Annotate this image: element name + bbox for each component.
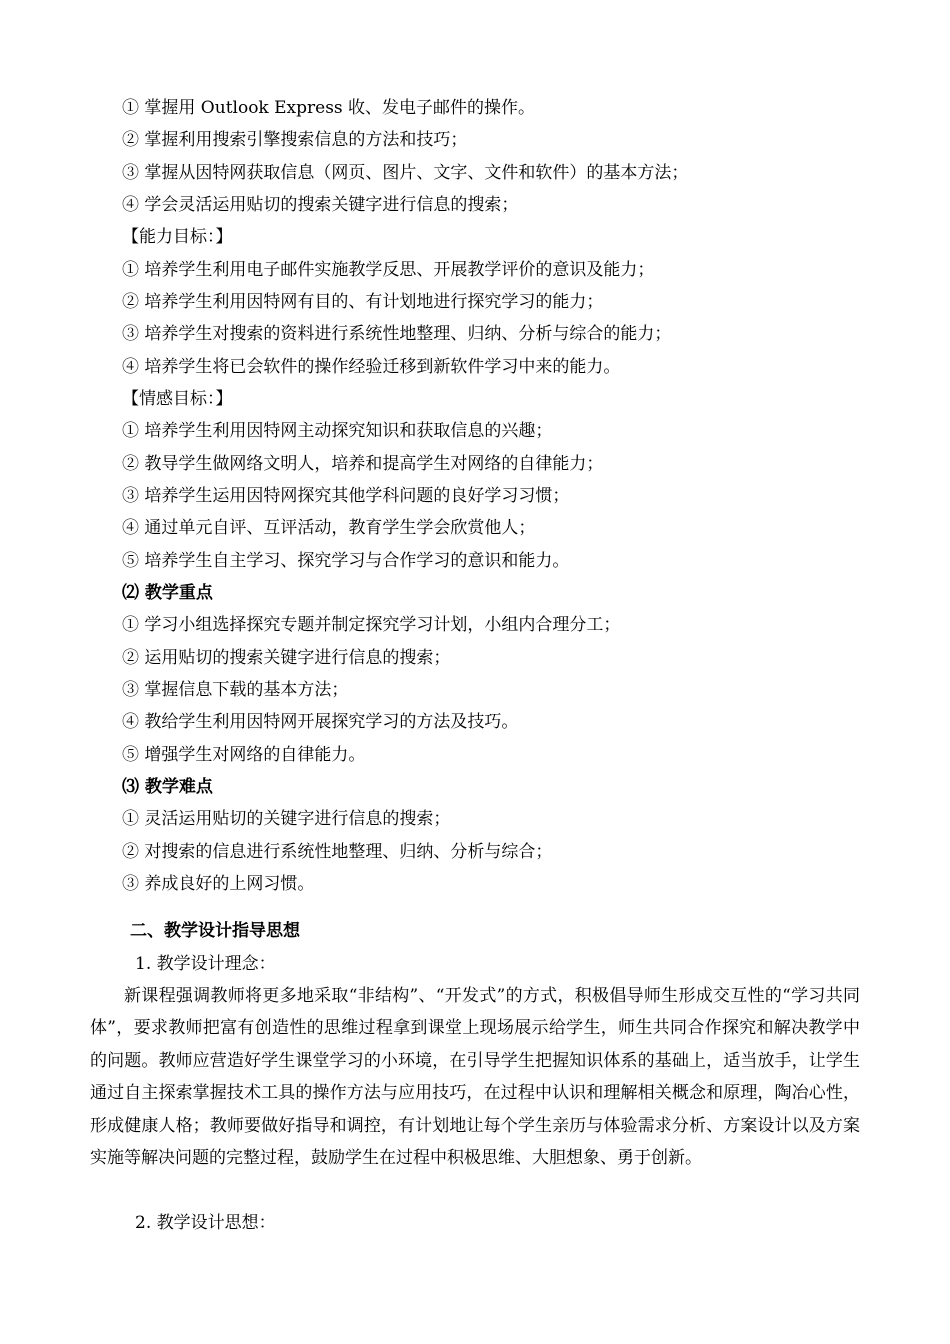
text-line: ③ 培养学生对搜索的资料进行系统性地整理、归纳、分析与综合的能力； xyxy=(122,324,672,344)
text-line: ① 培养学生利用因特网主动探究知识和获取信息的兴趣； xyxy=(122,421,553,441)
section-heading: 二、教学设计指导思想 xyxy=(130,921,300,941)
text-line: ③ 掌握信息下载的基本方法； xyxy=(122,680,349,700)
text-line: ② 教导学生做网络文明人，培养和提高学生对网络的自律能力； xyxy=(122,454,604,474)
body-paragraph: 新课程强调教师将更多地采取“非结构”、“开发式”的方式，积极倡导师生形成交互性的“学习共同体”，要求教师把富有创造性的思维过程拿到课堂上现场展示给学生，师生共同合作探究和解决教学中的问题。教师应营造好学生课堂学习的小环境，在引导学生把握知识体系的基础上，适当放手，让学生通过自主探索掌握技术工具的操作方法与应用技巧，在过程中认识和理解相关概念和原理，陶冶心性，形成健康人格；教师要做好指导和调控，有计划地让每个学生亲历与体验需求分析、方案设计以及方案实施等解决问题的完整过程，鼓励学生在过程中积极思维、大胆想象、勇于创新。 xyxy=(90,986,860,1169)
text-line: ④ 通过单元自评、互评活动，教育学生学会欣赏他人； xyxy=(122,518,536,538)
numbered-item: 2. 教学设计思想： xyxy=(135,1213,276,1233)
text-line: ⑤ 增强学生对网络的自律能力。 xyxy=(122,745,366,765)
text-line: ① 掌握用 Outlook Express 收、发电子邮件的操作。 xyxy=(122,98,536,118)
text-line: ④ 教给学生利用因特网开展探究学习的方法及技巧。 xyxy=(122,712,519,732)
numbered-item: 1. 教学设计理念： xyxy=(135,954,276,974)
text-line: ② 培养学生利用因特网有目的、有计划地进行探究学习的能力； xyxy=(122,292,604,312)
text-line: ② 掌握利用搜索引擎搜索信息的方法和技巧； xyxy=(122,130,468,150)
text-line: ② 对搜索的信息进行系统性地整理、归纳、分析与综合； xyxy=(122,842,553,862)
subheading: ⑵ 教学重点 xyxy=(122,583,213,603)
text-line: ③ 养成良好的上网习惯。 xyxy=(122,874,315,894)
text-line: ③ 培养学生运用因特网探究其他学科问题的良好学习习惯； xyxy=(122,486,570,506)
text-line: ④ 学会灵活运用贴切的搜索关键字进行信息的搜索； xyxy=(122,195,519,215)
text-line: ④ 培养学生将已会软件的操作经验迁移到新软件学习中来的能力。 xyxy=(122,357,621,377)
text-line: ① 学习小组选择探究专题并制定探究学习计划，小组内合理分工； xyxy=(122,615,621,635)
text-line: ② 运用贴切的搜索关键字进行信息的搜索； xyxy=(122,648,451,668)
section-label: 【能力目标：】 xyxy=(122,227,233,247)
text-line: ① 培养学生利用电子邮件实施教学反思、开展教学评价的意识及能力； xyxy=(122,260,655,280)
text-line: ① 灵活运用贴切的关键字进行信息的搜索； xyxy=(122,809,451,829)
subheading: ⑶ 教学难点 xyxy=(122,777,213,797)
text-line: ⑤ 培养学生自主学习、探究学习与合作学习的意识和能力。 xyxy=(122,551,570,571)
text-line: ③ 掌握从因特网获取信息（网页、图片、文字、文件和软件）的基本方法； xyxy=(122,163,689,183)
section-label: 【情感目标：】 xyxy=(122,389,233,409)
